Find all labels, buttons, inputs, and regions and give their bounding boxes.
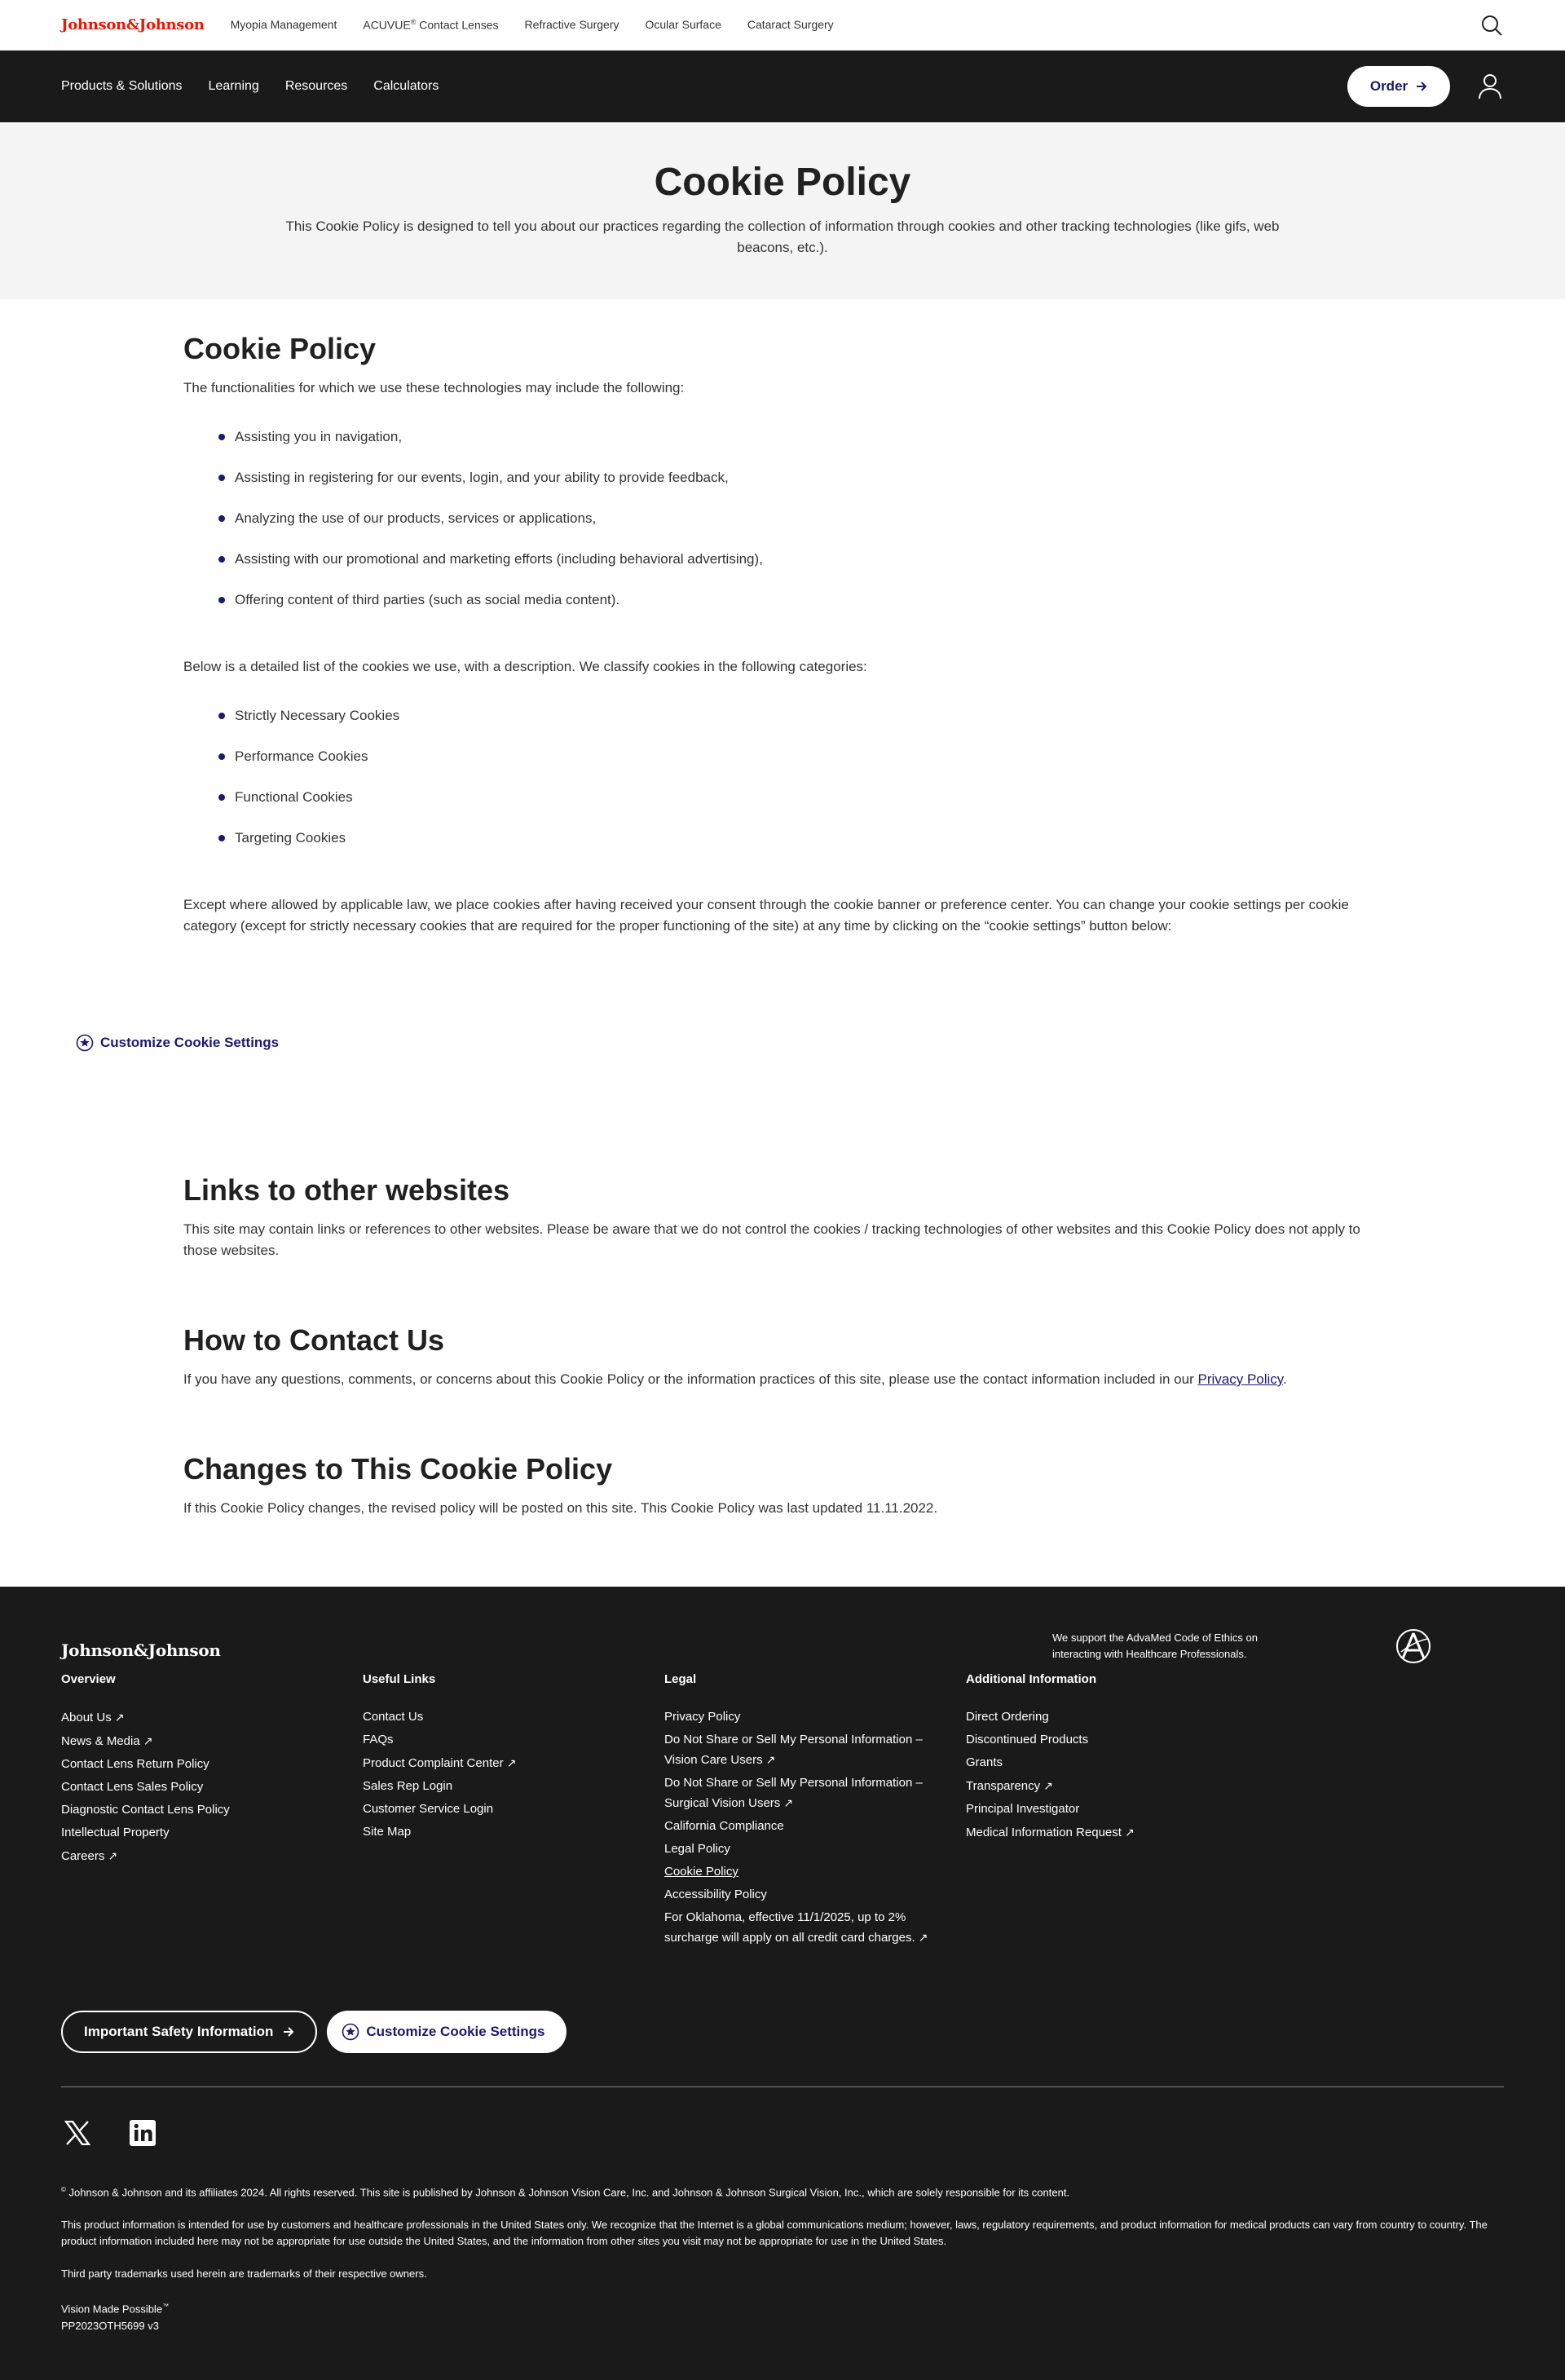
- footer-link[interactable]: FAQs: [363, 1733, 394, 1746]
- functionalities-lead: The functionalities for which we use these technologies may include the following:: [183, 380, 685, 395]
- footer-divider: [61, 2086, 1504, 2087]
- main-content: [0, 332, 1565, 1519]
- footer-col-title: Useful Links: [363, 1672, 436, 1686]
- categories-list: [183, 705, 1382, 868]
- list-item: Assisting in registering for our events, login, and your ability to provide feedback,: [183, 467, 1382, 508]
- footer-link[interactable]: Contact Us: [363, 1710, 424, 1724]
- nav-products-solutions[interactable]: Products & Solutions: [61, 79, 183, 93]
- utility-bar: [0, 0, 1565, 51]
- footer-link-label: Cookie Policy: [664, 1865, 738, 1879]
- list-item: Analyzing the use of our products, services or applications,: [183, 508, 1382, 549]
- order-button[interactable]: [1347, 66, 1450, 107]
- important-safety-information-button[interactable]: [61, 2011, 317, 2053]
- cookie-settings-icon: [342, 2023, 359, 2041]
- contact-lenses-label: Contact Lenses: [419, 18, 499, 32]
- external-link-icon: ↗: [1043, 1779, 1053, 1792]
- utility-nav: [231, 18, 834, 32]
- footer-col-legal: [664, 1672, 966, 1951]
- footer-col-additional: [966, 1672, 1267, 1951]
- list-item: Strictly Necessary Cookies: [183, 705, 1382, 746]
- footer-link-label: Product Complaint Center: [363, 1756, 504, 1770]
- copyright-mark: ©: [61, 2186, 66, 2193]
- copyright-text: [61, 2182, 1504, 2201]
- footer-link[interactable]: Direct Ordering: [966, 1710, 1049, 1724]
- order-label: Order: [1369, 78, 1408, 94]
- footer-link[interactable]: [966, 1776, 1243, 1796]
- section-heading-cookie-policy: Cookie Policy: [183, 332, 377, 365]
- social-links: [61, 2117, 159, 2149]
- tagline: Vision Made Possible: [61, 2303, 163, 2316]
- main-nav: [0, 51, 1565, 122]
- list-item: Assisting with our promotional and marketing efforts (including behavioral advertising),: [183, 549, 1382, 589]
- footer-link-label: News & Media: [61, 1734, 140, 1748]
- contact-end: .: [1283, 1371, 1287, 1387]
- footer-link[interactable]: Sales Rep Login: [363, 1779, 453, 1793]
- footer-link[interactable]: [363, 1753, 640, 1773]
- arrow-right-icon: [283, 2026, 294, 2038]
- external-link-icon: ↗: [918, 1931, 928, 1944]
- changes-body: If this Cookie Policy changes, the revised policy will be posted on this site. This Cookie Policy was last updated 11.11.2022.: [183, 1500, 938, 1516]
- footer-link[interactable]: Legal Policy: [664, 1842, 730, 1856]
- footer-link[interactable]: Accessibility Policy: [664, 1888, 767, 1901]
- tagline-block: [61, 2298, 1504, 2334]
- footer-col-title: Legal: [664, 1672, 697, 1686]
- list-item: Assisting you in navigation,: [183, 426, 1382, 467]
- legal-text: [61, 2182, 1504, 2351]
- contact-body: [183, 1369, 1382, 1390]
- privacy-policy-link[interactable]: Privacy Policy: [1197, 1371, 1284, 1387]
- footer-col-overview: [61, 1672, 363, 1951]
- section-heading-changes: Changes to This Cookie Policy: [183, 1452, 613, 1486]
- footer-link[interactable]: Discontinued Products: [966, 1733, 1089, 1746]
- footer-link-label: Do Not Share or Sell My Personal Information – Surgical Vision Users: [664, 1776, 923, 1810]
- site-footer: [0, 1587, 1565, 2380]
- footer-link[interactable]: Customer Service Login: [363, 1802, 494, 1816]
- footer-link-active[interactable]: [664, 1862, 941, 1882]
- footer-link[interactable]: Contact Lens Return Policy: [61, 1757, 209, 1771]
- footer-link-label: Careers: [61, 1849, 105, 1863]
- functionalities-list: [183, 426, 1382, 630]
- document-code: PP2023OTH5699 v3: [61, 2319, 159, 2332]
- external-link-icon: ↗: [108, 1849, 118, 1862]
- nav-calculators[interactable]: Calculators: [373, 79, 439, 93]
- footer-link[interactable]: [61, 1731, 338, 1751]
- section-heading-contact: How to Contact Us: [183, 1323, 444, 1357]
- footer-link[interactable]: [664, 1730, 941, 1770]
- footer-link[interactable]: Principal Investigator: [966, 1802, 1080, 1816]
- safety-label: Important Safety Information: [84, 2024, 274, 2039]
- hero-intro: This Cookie Policy is designed to tell you about our practices regarding the collection of information through cookies and other tracking technologies (like gifs, web beacons, etc.).: [285, 219, 1280, 255]
- nav-ocular-surface[interactable]: Ocular Surface: [645, 18, 721, 32]
- footer-customize-cookie-settings-button[interactable]: [327, 2011, 566, 2053]
- footer-link[interactable]: Contact Lens Sales Policy: [61, 1780, 204, 1794]
- hero-banner: [0, 122, 1565, 299]
- footer-link[interactable]: Diagnostic Contact Lens Policy: [61, 1803, 230, 1817]
- footer-buttons: [61, 2011, 566, 2053]
- linkedin-icon[interactable]: [126, 2117, 159, 2149]
- brand-logo[interactable]: Johnson&Johnson: [61, 16, 205, 33]
- links-body: This site may contain links or references to other websites. Please be aware that we do not control the cookies / tracking technologies of other websites and this Cookie Policy does not apply to those websites.: [183, 1221, 1360, 1258]
- arrow-right-icon: [1416, 81, 1427, 92]
- nav-learning[interactable]: Learning: [208, 79, 259, 93]
- trademark-mark: ™: [162, 2303, 170, 2311]
- customize-cookie-settings-label: Customize Cookie Settings: [100, 1035, 280, 1050]
- footer-link-label: Do Not Share or Sell My Personal Information – Vision Care Users: [664, 1733, 923, 1767]
- external-link-icon: ↗: [765, 1753, 776, 1766]
- trademarks-text: Third party trademarks used herein are trademarks of their respective owners.: [61, 2267, 427, 2281]
- customize-cookie-settings-link[interactable]: [76, 1034, 279, 1052]
- footer-link[interactable]: Site Map: [363, 1825, 412, 1839]
- nav-myopia-management[interactable]: Myopia Management: [230, 18, 337, 32]
- categories-lead: Below is a detailed list of the cookies we use, with a description. We classify cookies in the following categories:: [183, 659, 867, 674]
- consent-paragraph: Except where allowed by applicable law, we place cookies after having received your consent through the cookie banner or preference center. You can change your cookie settings per cookie category (except for strictly necessary cookies that are required for the proper functioning of the site) at any time by clicking on the “cookie settings” button below:: [183, 897, 1349, 934]
- footer-brand-logo[interactable]: Johnson&Johnson: [61, 1640, 221, 1660]
- footer-link-label: About Us: [61, 1711, 112, 1724]
- footer-columns: [61, 1672, 1504, 1951]
- footer-col-useful-links: [363, 1672, 664, 1951]
- acuvue-label: ACUVUE: [363, 18, 411, 32]
- registered-mark: ®: [410, 18, 417, 27]
- list-item: Functional Cookies: [183, 787, 1382, 828]
- copyright-body: Johnson & Johnson and its affiliates 2024. All rights reserved. This site is published by Johnson & Johnson Vision Care, Inc. and Johnson & Johnson Surgical Vision, Inc., which are solely responsible for its content.: [68, 2186, 1070, 2199]
- cookie-button-label: Customize Cookie Settings: [366, 2024, 545, 2039]
- list-item: Offering content of third parties (such as social media content).: [183, 589, 1382, 630]
- nav-acuvue-contact-lenses[interactable]: [363, 18, 498, 32]
- footer-link[interactable]: [61, 1846, 338, 1866]
- footer-col-title: Additional Information: [966, 1672, 1096, 1686]
- list-item: Performance Cookies: [183, 746, 1382, 787]
- external-link-icon: ↗: [506, 1756, 517, 1769]
- cookie-settings-icon: [76, 1034, 94, 1052]
- footer-link-label: Transparency: [966, 1779, 1041, 1793]
- page-title: Cookie Policy: [654, 161, 911, 204]
- advamed-logo-icon[interactable]: [1395, 1627, 1432, 1665]
- section-heading-links: Links to other websites: [183, 1173, 510, 1207]
- nav-cataract-surgery[interactable]: Cataract Surgery: [747, 18, 834, 32]
- external-link-icon: ↗: [114, 1711, 125, 1724]
- footer-link[interactable]: Privacy Policy: [664, 1710, 741, 1724]
- list-item: Targeting Cookies: [183, 828, 1382, 868]
- advamed-statement: We support the AdvaMed Code of Ethics on interacting with Healthcare Professionals.: [1052, 1631, 1258, 1660]
- contact-text: If you have any questions, comments, or concerns about this Cookie Policy or the information practices of this site, please use the contact information included in our: [183, 1371, 1198, 1387]
- footer-link-label: For Oklahoma, effective 11/1/2025, up to 2% surcharge will apply on all credit card charges.: [664, 1910, 915, 1945]
- nav-resources[interactable]: Resources: [284, 79, 348, 93]
- footer-link[interactable]: Intellectual Property: [61, 1826, 170, 1839]
- disclaimer-text: This product information is intended for use by customers and healthcare professionals in the United States only. We recognize that the Internet is a global communications medium; however, laws, regulatory requirements, and product information for medical products can vary from country to country. The product information included here may not be appropriate for use outside the United States, and the information from other sites you visit may not be appropriate for use in the United States.: [61, 2219, 1488, 2248]
- external-link-icon: ↗: [783, 1796, 794, 1809]
- footer-link[interactable]: [664, 1773, 941, 1813]
- footer-link[interactable]: California Compliance: [664, 1819, 784, 1833]
- user-account-icon[interactable]: [1476, 73, 1504, 100]
- external-link-icon: ↗: [143, 1734, 153, 1747]
- footer-col-title: Overview: [61, 1672, 116, 1686]
- external-link-icon: ↗: [1124, 1826, 1135, 1839]
- footer-link[interactable]: [664, 1908, 941, 1948]
- footer-link[interactable]: Grants: [966, 1755, 1003, 1769]
- footer-link-label: Medical Information Request: [966, 1826, 1122, 1839]
- x-twitter-icon[interactable]: [61, 2117, 94, 2149]
- footer-link[interactable]: [966, 1822, 1243, 1843]
- nav-refractive-surgery[interactable]: Refractive Surgery: [524, 18, 619, 32]
- search-icon[interactable]: [1479, 13, 1504, 38]
- footer-link[interactable]: [61, 1707, 338, 1728]
